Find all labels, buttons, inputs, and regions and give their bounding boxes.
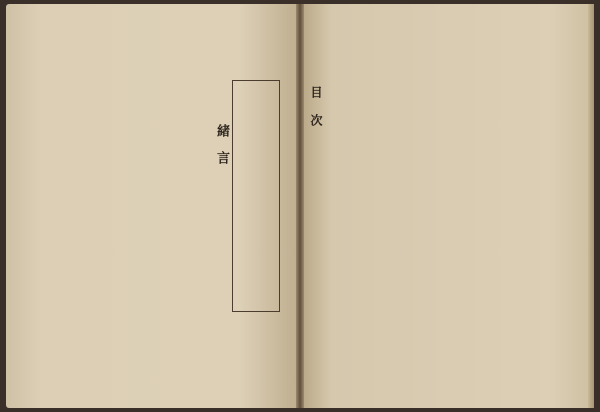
title-frame [232, 80, 280, 312]
preface-body-text [70, 58, 188, 328]
page-edges [588, 4, 594, 408]
toc-heading: 目次 [309, 86, 323, 142]
book-gutter [296, 4, 304, 408]
section-heading: 緒言 [214, 124, 229, 178]
toc-body-text [348, 60, 524, 360]
